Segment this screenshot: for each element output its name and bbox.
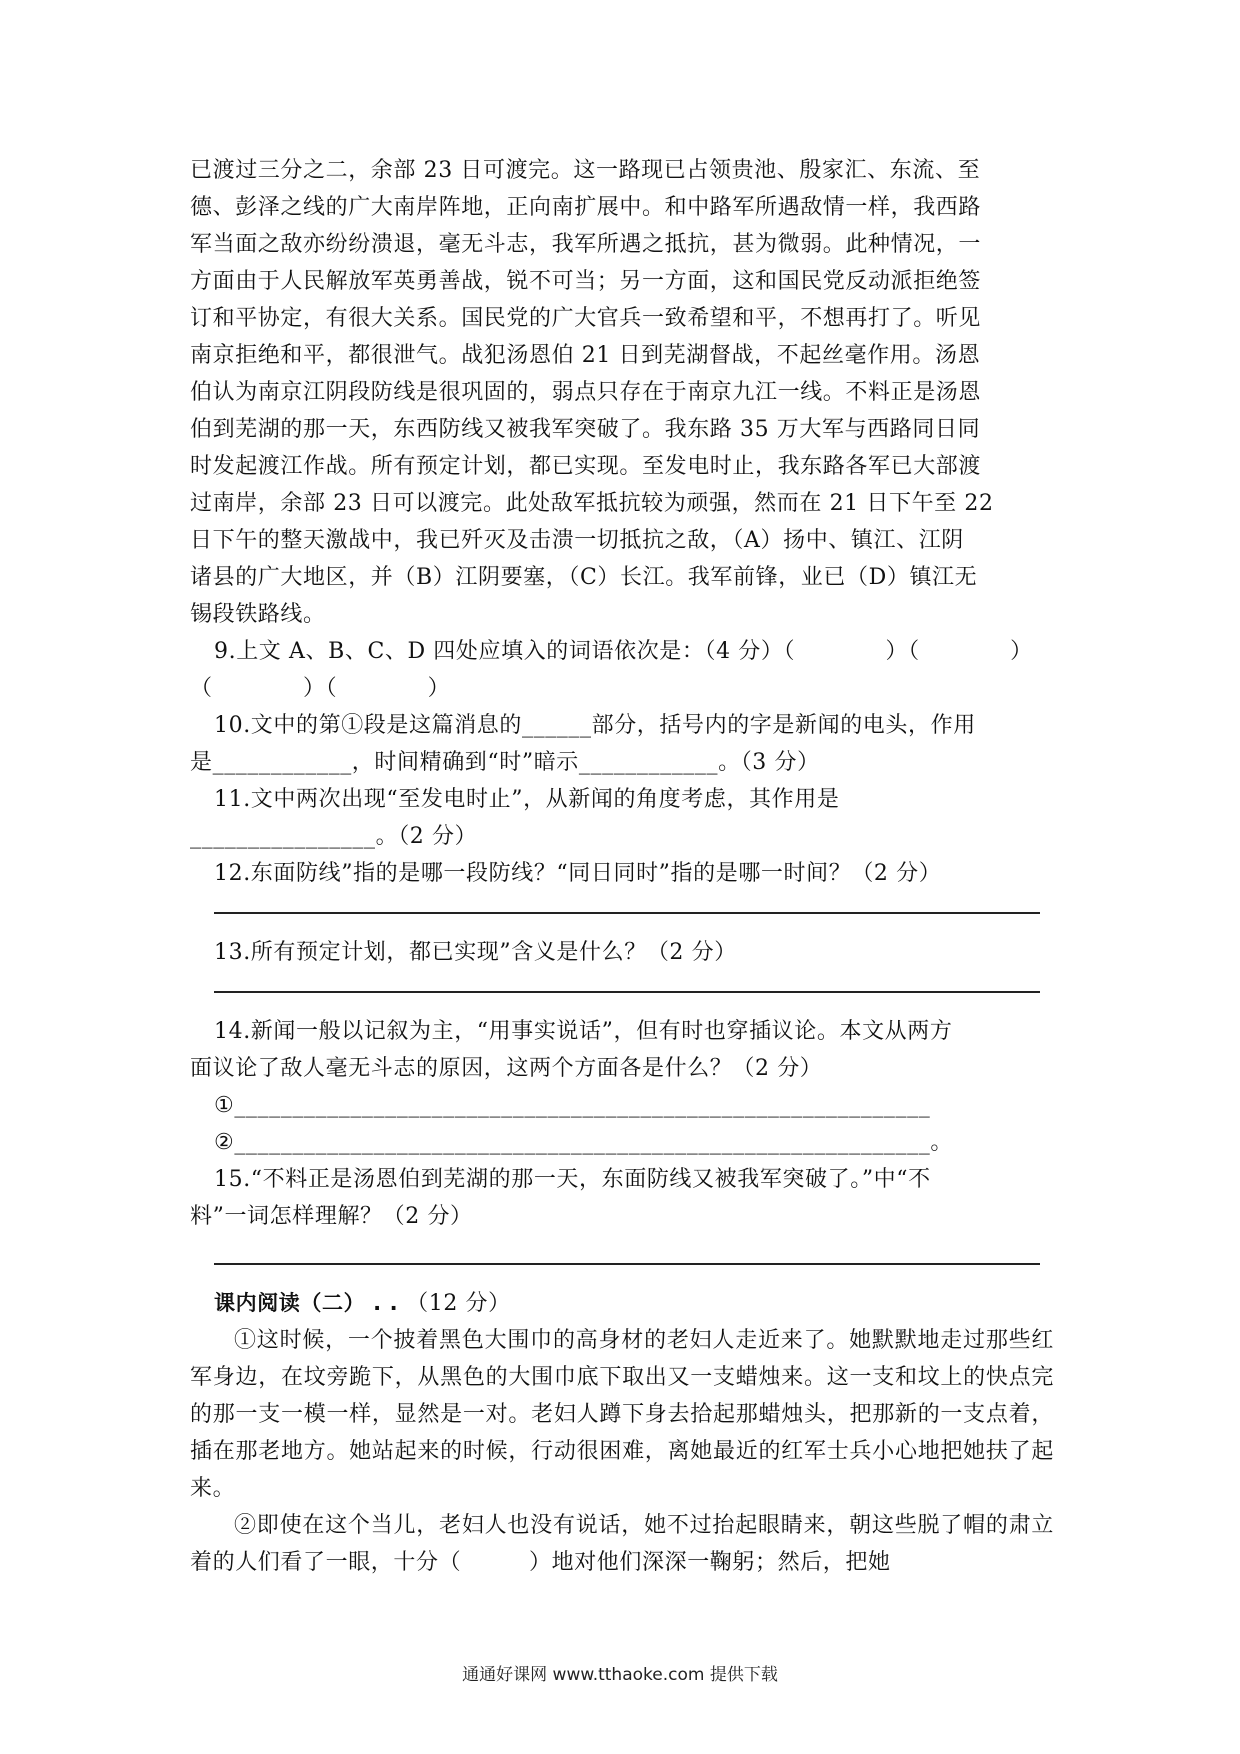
- question-14-continued: 面议论了敌人毫无斗志的原因，这两个方面各是什么？（2 分）: [190, 1056, 823, 1081]
- passage-line: 德、彭泽之线的广大南岸阵地，正向南扩展中。和中路军所遇敌情一样，我西路: [190, 195, 982, 220]
- passage-line: 订和平协定，有很大关系。国民党的广大官兵一致希望和平，不想再打了。听见: [190, 306, 982, 331]
- page-footer: 通通好课网 www.tthaoke.com 提供下载: [462, 1665, 778, 1685]
- reading-paragraph-2: ②即使在这个当儿，老妇人也没有说话，她不过抬起眼睛来，朝这些脱了帽的肃立着的人们看了一眼，十分（ ）地对他们深深一鞠躬；然后，把她: [190, 1513, 1054, 1575]
- question-15: 15.“不料正是汤恩伯到芜湖的那一天，东面防线又被我军突破了。”中“不: [214, 1167, 931, 1192]
- passage-line: 锡段铁路线。: [190, 602, 326, 627]
- question-9-continued: （ ）（ ）: [190, 676, 451, 701]
- passage-line: 日下午的整天激战中，我已歼灭及击溃一切抵抗之敌，（A）扬中、镇江、江阴: [190, 528, 964, 553]
- question-14-answer-1: ①____________________________________________________________: [214, 1093, 931, 1118]
- question-14: 14.新闻一般以记叙为主，“用事实说话”，但有时也穿插议论。本文从两方: [214, 1019, 953, 1044]
- passage-line: 伯认为南京江阴段防线是很巩固的，弱点只存在于南京九江一线。不料正是汤恩: [190, 380, 982, 405]
- passage-line: 伯到芜湖的那一天，东西防线又被我军突破了。我东路 35 万大军与西路同日同: [190, 417, 981, 442]
- question-15-continued: 料”一词怎样理解？（2 分）: [190, 1204, 473, 1229]
- question-13: 13.所有预定计划，都已实现”含义是什么？（2 分）: [214, 940, 737, 965]
- passage-line: 方面由于人民解放军英勇善战，锐不可当；另一方面，这和国民党反动派拒绝签: [190, 269, 982, 294]
- question-14-answer-2: ②____________________________________________________________。: [214, 1130, 953, 1155]
- section-title-text: 课内阅读（二）: [214, 1291, 366, 1315]
- question-12: 12.东面防线”指的是哪一段防线？“同日同时”指的是哪一时间？（2 分）: [214, 861, 942, 886]
- question-10-continued: 是____________，时间精确到“时”暗示____________。（3 分）: [190, 750, 820, 775]
- question-list: [190, 633, 1054, 1285]
- news-passage: [190, 152, 1054, 633]
- passage-line: 南京拒绝和平，都很泄气。战犯汤恩伯 21 日到芜湖督战，不起丝毫作用。汤恩: [190, 343, 981, 368]
- passage-line: 已渡过三分之二，余部 23 日可渡完。这一路现已占领贵池、殷家汇、东流、至: [190, 158, 981, 183]
- reading-paragraph-1: ①这时候，一个披着黑色大围巾的高身材的老妇人走近来了。她默默地走过那些红军身边，在坟旁跪下，从黑色的大围巾底下取出又一支蜡烛来。这一支和坟上的快点完的那一支一模一样，显然是一对。老妇人蹲下身去拾起那蜡烛头，把那新的一支点着，插在那老地方。她站起来的时候，行动很困难，离她最近的红军士兵小心地把她扶了起来。: [190, 1328, 1054, 1501]
- section-title-dots: . .: [373, 1291, 399, 1315]
- page-content: [190, 152, 1054, 1581]
- question-9: 9.上文 A、B、C、D 四处应填入的词语依次是：（4 分）（ ）（ ）: [214, 639, 1033, 664]
- passage-line: 时发起渡江作战。所有预定计划，都已实现。至发电时止，我东路各军已大部渡: [190, 454, 982, 479]
- passage-line: 诸县的广大地区，并（B）江阴要塞，（C）长江。我军前锋，业已（D）镇江无: [190, 565, 978, 590]
- question-10: 10.文中的第①段是这篇消息的______部分，括号内的字是新闻的电头，作用: [214, 713, 976, 738]
- question-11: 11.文中两次出现“至发电时止”，从新闻的角度考虑，其作用是: [214, 787, 840, 812]
- question-11-continued: ________________。（2 分）: [190, 824, 478, 849]
- passage-line: 军当面之敌亦纷纷溃退，毫无斗志，我军所遇之抵抗，甚为微弱。此种情况，一: [190, 232, 982, 257]
- section-title: [190, 1285, 1054, 1322]
- section-score: （12 分）: [406, 1291, 511, 1316]
- passage-line: 过南岸，余部 23 日可以渡完。此处敌军抵抗较为顽强，然而在 21 日下午至 22: [190, 491, 994, 516]
- reading-section-2: [190, 1285, 1054, 1581]
